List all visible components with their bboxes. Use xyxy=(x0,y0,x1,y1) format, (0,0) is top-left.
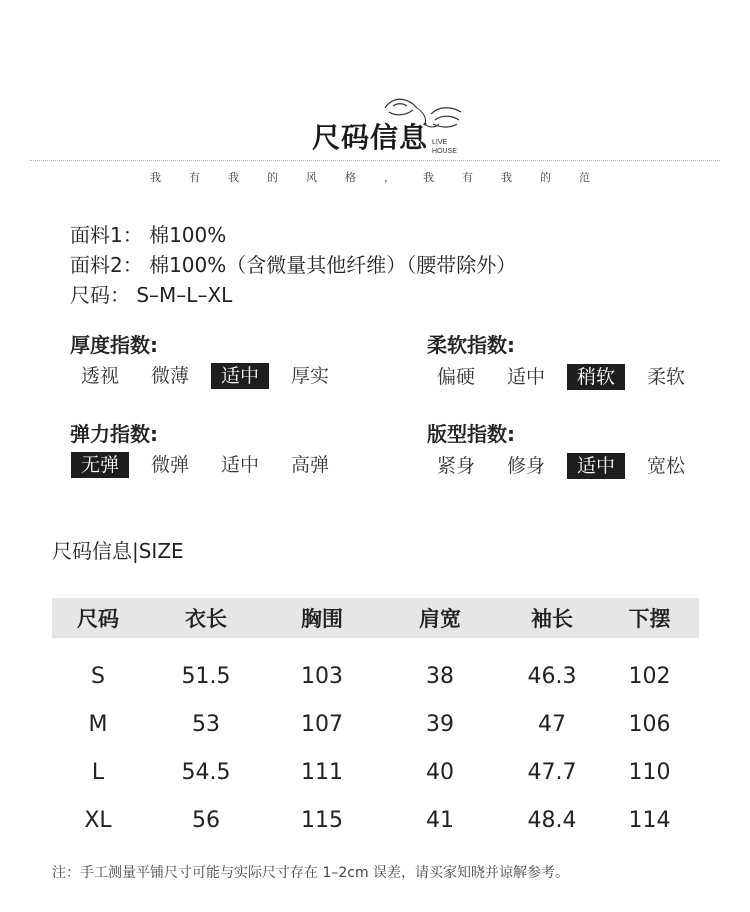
slogan-char: 范 xyxy=(579,171,590,184)
table-cell: 54.5 xyxy=(181,759,231,785)
column-header-chest: 胸围 xyxy=(301,607,343,631)
elasticity-option: 微弹 xyxy=(150,454,189,476)
size-range-line: 尺码： S–M–L–XL xyxy=(70,283,233,307)
softness-index-title: 柔软指数: xyxy=(427,333,515,357)
brand-tagline-line1: LIVE xyxy=(432,139,448,146)
softness-option: 稍软 xyxy=(567,364,625,390)
fit-option: 宽松 xyxy=(646,455,685,477)
table-cell: 46.3 xyxy=(527,663,577,689)
elasticity-option: 无弹 xyxy=(71,452,129,478)
slogan-char: 的 xyxy=(267,171,278,184)
table-cell: 111 xyxy=(301,759,343,785)
size-table-header xyxy=(52,598,699,638)
fit-option: 适中 xyxy=(567,453,625,479)
table-cell: 56 xyxy=(192,807,220,833)
fabric-2-line: 面料2： 棉100%（含微量其他纤维）（腰带除外） xyxy=(70,253,517,277)
table-cell: 115 xyxy=(301,807,343,833)
measurement-note: 注：手工测量平铺尺寸可能与实际尺寸存在 1–2cm 误差，请买家知晓并谅解参考。 xyxy=(52,865,570,881)
thickness-option: 适中 xyxy=(211,363,269,389)
page-title: 尺码信息 xyxy=(312,121,429,154)
thickness-index-options xyxy=(71,363,351,389)
dotted-divider xyxy=(30,160,720,161)
slogan-char: 我 xyxy=(423,171,434,184)
table-cell: 102 xyxy=(628,663,671,689)
table-cell: 103 xyxy=(301,663,343,689)
thickness-index-title: 厚度指数: xyxy=(70,333,158,357)
table-row xyxy=(52,700,699,748)
size-table-body xyxy=(52,652,699,844)
column-header-sleeve: 袖长 xyxy=(531,607,573,631)
table-cell: 110 xyxy=(628,759,671,785)
table-cell: 38 xyxy=(426,663,454,689)
fit-index-options xyxy=(427,453,707,479)
elasticity-index-title: 弹力指数: xyxy=(70,422,158,446)
thickness-option: 微薄 xyxy=(150,365,189,387)
size-table xyxy=(52,598,699,844)
softness-index-options xyxy=(427,364,707,390)
column-header-length: 衣长 xyxy=(185,607,227,631)
table-cell: M xyxy=(88,711,108,737)
slogan-char: 格 xyxy=(345,171,356,184)
fabric-1-line: 面料1： 棉100% xyxy=(70,223,227,247)
table-cell: 107 xyxy=(301,711,343,737)
elasticity-index-options xyxy=(71,452,351,478)
table-cell: 48.4 xyxy=(527,807,577,833)
slogan-char: 风 xyxy=(306,171,317,184)
slogan-char: 的 xyxy=(540,171,551,184)
fit-index-title: 版型指数: xyxy=(427,422,515,446)
elasticity-option: 适中 xyxy=(220,454,259,476)
slogan xyxy=(150,170,590,186)
softness-option: 柔软 xyxy=(646,366,685,388)
table-cell: XL xyxy=(84,807,112,833)
softness-option: 偏硬 xyxy=(436,366,475,388)
table-cell: S xyxy=(91,663,105,689)
table-row xyxy=(52,652,699,700)
table-cell: 53 xyxy=(192,711,220,737)
thickness-option: 厚实 xyxy=(290,365,329,387)
size-section-heading: 尺码信息|SIZE xyxy=(52,539,184,563)
slogan-char: 我 xyxy=(228,171,239,184)
table-cell: 106 xyxy=(628,711,671,737)
table-cell: 114 xyxy=(628,807,671,833)
table-cell: L xyxy=(91,759,105,785)
elasticity-option: 高弹 xyxy=(290,454,329,476)
column-header-hem: 下摆 xyxy=(628,607,671,631)
table-row xyxy=(52,796,699,844)
slogan-char: ， xyxy=(384,171,395,184)
table-cell: 51.5 xyxy=(181,663,231,689)
table-cell: 47 xyxy=(538,711,566,737)
brand-tagline-line2: HOUSE xyxy=(432,148,457,155)
slogan-char: 我 xyxy=(501,171,512,184)
slogan-char: 有 xyxy=(189,171,200,184)
table-cell: 40 xyxy=(426,759,454,785)
table-row xyxy=(52,748,699,796)
column-header-size: 尺码 xyxy=(77,607,119,631)
slogan-char: 我 xyxy=(150,171,161,184)
table-cell: 39 xyxy=(426,711,454,737)
table-cell: 47.7 xyxy=(527,759,577,785)
fit-option: 修身 xyxy=(506,455,545,477)
fit-option: 紧身 xyxy=(436,455,475,477)
column-header-shoulder: 肩宽 xyxy=(419,607,461,631)
softness-option: 适中 xyxy=(506,366,545,388)
slogan-char: 有 xyxy=(462,171,473,184)
brand-tagline xyxy=(432,138,457,156)
thickness-option: 透视 xyxy=(80,365,119,387)
table-cell: 41 xyxy=(426,807,454,833)
